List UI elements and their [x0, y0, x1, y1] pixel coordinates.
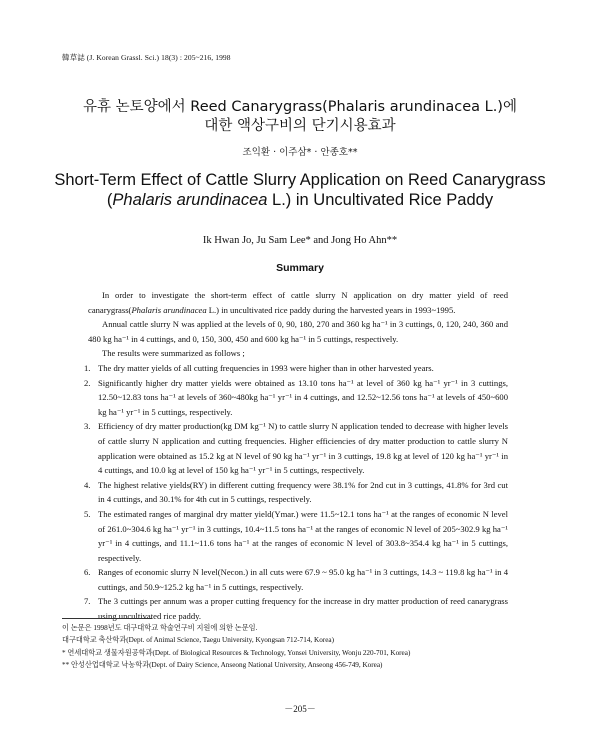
summary-body — [84, 288, 508, 624]
footnote: 대구대학교 축산학과(Dept. of Animal Science, Taegu University, Kyongsan 712-714, Korea) — [62, 636, 334, 645]
result-item — [84, 594, 508, 623]
para1-text-a: In order to investigate the short-term effect of cattle slurry N application on dry matter yield of reed canarygrass( — [88, 290, 508, 315]
result-number: 1. — [84, 362, 91, 373]
english-title-part1: Short-Term Effect of Cattle Slurry Application on Reed Canarygrass ( — [54, 171, 546, 209]
result-text: Significantly higher dry matter yields were obtained as 13.10 tons ha⁻¹ at level of 360 kg ha⁻¹ yr⁻¹ in 3 cuttings, 12.50~12.83 tons ha⁻¹ at levels of 360~480kg ha⁻¹ yr⁻¹ in 4 cuttings, and 12.52~12.56 tons ha⁻¹ at levels of 450~600 kg ha⁻¹ yr⁻¹ in 5 cuttings, respectively. — [98, 377, 508, 417]
result-text: The estimated ranges of marginal dry matter yield(Ymar.) were 11.5~12.1 tons ha⁻¹ at the ranges of economic N level of 261.0~304.6 kg ha⁻¹ yr⁻¹ in 3 cuttings, 10.4~11.5 tons ha⁻¹ at the ranges of economic N level of 205~302.9 kg ha⁻¹ yr⁻¹ in 4 cuttings, and 11.1~11.6 tons ha⁻¹ at the ranges of economic N level of 303.8~354.4 kg ha⁻¹ in 5 cuttings, respectively. — [98, 508, 508, 563]
korean-title-line1: 유휴 논토양에서 Reed Canarygrass(Phalaris arundinacea L.)에 — [83, 99, 517, 115]
english-authors: Ik Hwan Jo, Ju Sam Lee* and Jong Ho Ahn** — [202, 235, 398, 246]
result-item — [84, 376, 508, 420]
english-title-species: Phalaris arundinacea — [112, 191, 268, 209]
results-list — [84, 361, 508, 624]
result-text: Ranges of economic slurry N level(Necon.) in all cuts were 67.9 ~ 95.0 kg ha⁻¹ in 3 cuttings, 14.3 ~ 119.8 kg ha⁻¹ in 4 cuttings, and 50.9~125.2 kg ha⁻¹ in 5 cuttings, respectively. — [98, 567, 508, 592]
footnote: * 연세대학교 생물자원공학과(Dept. of Biological Resources & Technology, Yonsei University, Wonju 220-701, Korea) — [62, 648, 411, 657]
summary-paragraph-1 — [88, 288, 508, 317]
footnotes — [62, 622, 532, 672]
korean-authors: 조익환 · 이주삼* · 안종호** — [242, 147, 358, 158]
page-number: －205－ — [284, 704, 316, 714]
english-title-part2: L.) in Uncultivated Rice Paddy — [267, 191, 494, 209]
para1-species: Phalaris arundinacea — [131, 304, 207, 315]
result-item — [84, 361, 508, 376]
english-title — [40, 170, 560, 210]
result-text: Efficiency of dry matter production(kg DM kg⁻¹ N) to cattle slurry N application tended to decrease with higher levels of cattle slurry N application and cutting frequencies. Higher efficiencies of dry matter production to cattle slurry N application were obtained as 15.2 kg at N level of 90 kg ha⁻¹ yr⁻¹ in 3 cuttings, 19.8 kg at level of 120 kg ha⁻¹ yr⁻¹ in 4 cuttings, and 10.0 kg at level of 150 kg ha⁻¹ yr⁻¹ in 5 cuttings, respectively. — [98, 421, 508, 476]
result-number: 3. — [84, 421, 91, 432]
summary-paragraph-3: The results were summarized as follows ; — [102, 348, 245, 359]
result-item — [84, 565, 508, 594]
footnote: ** 안성산업대학교 낙농학과(Dept. of Dairy Science, Anseong National University, Anseong 456-749, Korea) — [62, 661, 383, 670]
para1-text-b: L.) in uncultivated rice paddy during the harvested years in 1993~1995. — [206, 304, 456, 315]
result-number: 5. — [84, 508, 91, 519]
footnote: 이 논문은 1998년도 대구대학교 학술연구비 지원에 의한 논문임. — [62, 624, 258, 632]
result-number: 7. — [84, 596, 91, 607]
journal-reference: 韓草誌 (J. Korean Grassl. Sci.) 18(3) : 205~216, 1998 — [62, 53, 231, 62]
result-number: 6. — [84, 567, 91, 578]
result-text: The highest relative yields(RY) in different cutting frequency were 38.1% for 2nd cut in 3 cuttings, 41.8% for 3rd cut in 4 cuttings, and 30.1% for 4th cut in 5 cuttings, respectively. — [98, 479, 508, 505]
summary-paragraph-2: Annual cattle slurry N was applied at the levels of 0, 90, 180, 270 and 360 kg ha⁻¹ in 3 cuttings, 0, 120, 240, 360 and 480 kg ha⁻¹ in 4 cuttings, and 0, 150, 300, 450 and 600 kg ha⁻¹ in 5 cuttings, respectively. — [88, 319, 508, 344]
result-item — [84, 419, 508, 477]
summary-heading: Summary — [276, 262, 324, 274]
result-text: The dry matter yields of all cutting frequencies in 1993 were higher than in other harvested years. — [98, 362, 434, 373]
korean-title-line2: 대한 액상구비의 단기시용효과 — [204, 118, 396, 134]
result-item — [84, 478, 508, 507]
result-number: 4. — [84, 479, 91, 490]
result-item — [84, 507, 508, 565]
footnote-rule — [62, 618, 152, 619]
result-number: 2. — [84, 377, 91, 388]
result-text: The 3 cuttings per annum was a proper cutting frequency for the increase in dry matter production of reed canarygrass using uncultivated rice paddy. — [98, 596, 508, 622]
